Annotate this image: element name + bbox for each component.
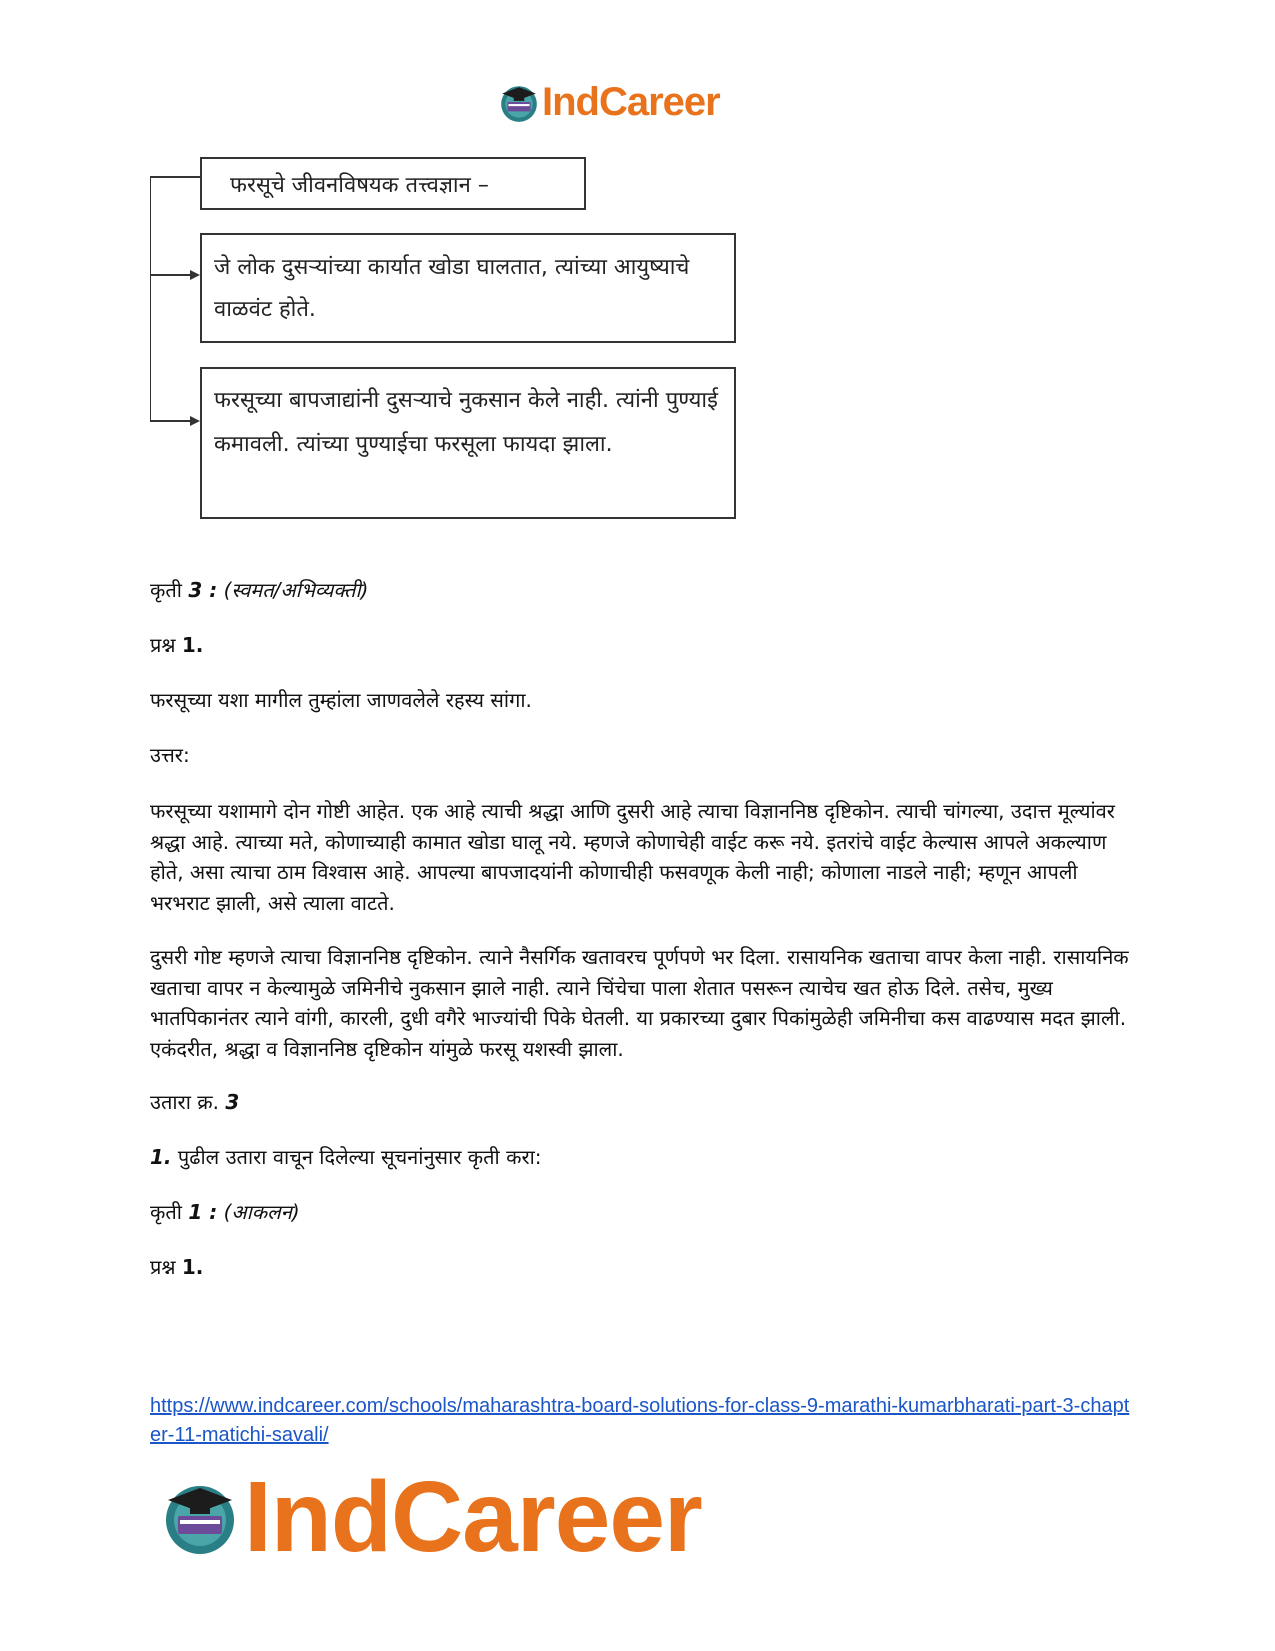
diagram-title-box: फरसूचे जीवनविषयक तत्त्वज्ञान – — [200, 157, 586, 210]
instruction-number: 1. — [150, 1145, 172, 1169]
kruti-1-heading — [150, 1198, 1130, 1226]
document-body — [150, 576, 1130, 1281]
instruction-text: पुढील उतारा वाचून दिलेल्या सूचनांनुसार कृती करा: — [177, 1145, 542, 1169]
kruti-number: 1 : — [188, 1200, 218, 1224]
philosophy-diagram — [150, 155, 730, 525]
question-1b-heading — [150, 1253, 1130, 1281]
kruti-type: (स्वमत/अभिव्यक्ती) — [223, 578, 369, 602]
kruti-3-heading — [150, 576, 1130, 604]
diagram-box-2: फरसूच्या बापजाद्यांनी दुसऱ्याचे नुकसान केले नाही. त्यांनी पुण्याई कमावली. त्यांच्या पुण्याईचा फरसूला फायदा झाला. — [200, 367, 736, 519]
question-text: फरसूच्या यशा मागील तुम्हांला जाणवलेले रहस्य सांगा. — [150, 688, 532, 712]
question-1-heading — [150, 631, 1130, 659]
answer-paragraph-1: फरसूच्या यशामागे दोन गोष्टी आहेत. एक आहे त्याची श्रद्धा आणि दुसरी आहे त्याचा विज्ञाननिष्ठ दृष्टिकोन. त्याची चांगल्या, उदात्त मूल्यांवर श्रद्धा आहे. त्याच्या मते, कोणाच्याही कामात खोडा घालू नये. म्हणजे कोणाचेही वाईट करू नये. इतरांचे वाईट केल्यास आपले अकल्याण होते, असा त्याचा ठाम विश्वास आहे. आपल्या बापजादयांनी कोणाचीही फसवणूक केली नाही; कोणाला नाडले नाही; म्हणून आपली भरभराट झाली, असे त्याला वाटते. — [150, 799, 1115, 915]
instruction-line — [150, 1143, 1130, 1171]
question-number: 1. — [181, 1255, 204, 1279]
utara-number: 3 — [225, 1090, 240, 1114]
kruti-number: 3 : — [188, 578, 218, 602]
footer-logo — [160, 1460, 702, 1575]
question-label: प्रश्न — [150, 633, 176, 657]
kruti-type: (आकलन) — [223, 1200, 300, 1224]
footer-brand-text: IndCareer — [244, 1461, 702, 1573]
header-logo — [498, 80, 720, 125]
source-url-link[interactable]: https://www.indcareer.com/schools/maharashtra-board-solutions-for-class-9-marathi-kumarbharati-part-3-chapter-11-matichi-savali/ — [150, 1395, 1130, 1446]
question-label: प्रश्न — [150, 1255, 176, 1279]
kruti-label: कृती — [150, 1200, 182, 1224]
graduation-cap-book-globe-icon — [160, 1478, 240, 1558]
kruti-label: कृती — [150, 578, 182, 602]
question-number: 1. — [181, 633, 204, 657]
header-brand-text: IndCareer — [542, 80, 720, 124]
diagram-box-1: जे लोक दुसऱ्यांच्या कार्यात खोडा घालतात, त्यांच्या आयुष्याचे वाळवंट होते. — [200, 233, 736, 343]
answer-paragraph-2: दुसरी गोष्ट म्हणजे त्याचा विज्ञाननिष्ठ दृष्टिकोन. त्याने नैसर्गिक खतावरच पूर्णपणे भर दिला. रासायनिक खताचा वापर केला नाही. रासायनिक खताचा वापर न केल्यामुळे जमिनीचे नुकसान झाले नाही. त्याने चिंचेचा पाला शेतात पसरून त्याचेच खत होऊ दिले. तसेच, मुख्य भातपिकानंतर त्याने वांगी, कारली, दुधी वगैरे भाज्यांची पिके घेतली. या प्रकारच्या दुबार पिकांमुळेही जमिनीचा कस वाढण्यास मदत झाली. एकंदरीत, श्रद्धा व विज्ञाननिष्ठ दृष्टिकोन यांमुळे फरसू यशस्वी झाला. — [150, 945, 1129, 1061]
utara-heading — [150, 1088, 1130, 1116]
answer-label: उत्तर: — [150, 743, 190, 767]
graduation-cap-book-globe-icon — [498, 82, 540, 124]
utara-label: उतारा क्र. — [150, 1090, 219, 1114]
